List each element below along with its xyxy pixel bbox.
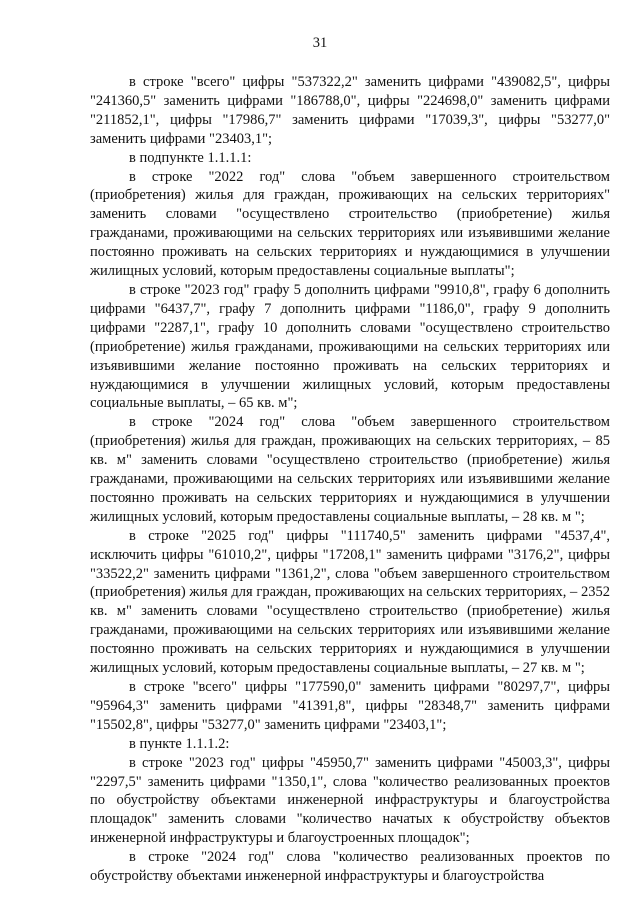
paragraph-total-row: в строке "всего" цифры "537322,2" заменить цифрами "439082,5", цифры "241360,5" заменить цифрами "186788,0", цифры "224698,0" заменить цифрами "211852,1", цифры "17986,7" заменить цифрами "17039,3", цифры "53277,0" заменить цифрами "23403,1";: [90, 74, 610, 147]
paragraph-total-row-2: в строке "всего" цифры "177590,0" заменить цифрами "80297,7", цифры "95964,3" заменить цифрами "41391,8", цифры "28348,7" заменить цифрами "15502,8", цифры "53277,0" заменить цифрами "23403,1";: [90, 679, 610, 733]
paragraph-row-2025: в строке "2025 год" цифры "111740,5" заменить цифрами "4537,4", исключить цифры "61010,2", цифры "17208,1" заменить цифрами "3176,2", цифры "33522,2" заменить цифрами "1361,2", слова "объем завершенного строительством (приобретения) жилья для граждан, проживающих на сельских территориях, – 2352 кв. м" заменить словами "осуществлено строительство (приобретение) жилья гражданами, проживающими на сельских территориях или изъявившими желание постоянно проживать на сельских территориях и нуждающимися в улучшении жилищных условий, которым предоставлены социальные выплаты, – 27 кв. м ";: [90, 527, 610, 677]
paragraph-item-heading: в пункте 1.1.1.2:: [129, 735, 230, 752]
paragraph-subitem-heading: в подпункте 1.1.1.1:: [129, 149, 252, 166]
paragraph-row-2022: в строке "2022 год" слова "объем завершенного строительством (приобретения) жилья для граждан, проживающих на сельских территориях" заменить словами "осуществлено строительство (приобретение) жилья гражданами, проживающими на сельских территориях или изъявившими желание постоянно проживать на сельских территориях и нуждающимися в улучшении жилищных условий, которым предоставлены социальные выплаты";: [90, 168, 610, 280]
paragraph-row-2023: в строке "2023 год" графу 5 дополнить цифрами "9910,8", графу 6 дополнить цифрами "6437,7", графу 7 дополнить цифрами "1186,0", графу 9 дополнить цифрами "2287,1", графу 10 дополнить словами "осуществлено строительство (приобретение) жилья гражданами, проживающими на сельских территориях или изъявившими желание постоянно проживать на сельских территориях и нуждающимися в улучшении жилищных условий, которым предоставлены социальные выплаты, – 65 кв. м";: [90, 281, 610, 412]
document-body: [90, 73, 610, 886]
page-number: 31: [312, 35, 328, 51]
paragraph-row-2024: в строке "2024 год" слова "объем завершенного строительством (приобретения) жилья для граждан, проживающих на сельских территориях, – 85 кв. м" заменить словами "осуществлено строительство (приобретение) жилья гражданами, проживающими на сельских территориях или изъявившими желание постоянно проживать на сельских территориях и нуждающимися в улучшении жилищных условий, которым предоставлены социальные выплаты, – 28 кв. м ";: [90, 414, 610, 525]
paragraph-row-2024-b: в строке "2024 год" слова "количество реализованных проектов по обустройству объектами инженерной инфраструктуры и благоустройства: [90, 849, 610, 885]
paragraph-row-2023-b: в строке "2023 год" цифры "45950,7" заменить цифрами "45003,3", цифры "2297,5" заменить цифрами "1350,1", слова "количество реализованных проектов по обустройству объектами инженерной инфраструктуры и благоустройства площадок" заменить словами "количество начатых к обустройству объектов инженерной инфраструктуры и благоустроенных площадок";: [90, 754, 610, 847]
